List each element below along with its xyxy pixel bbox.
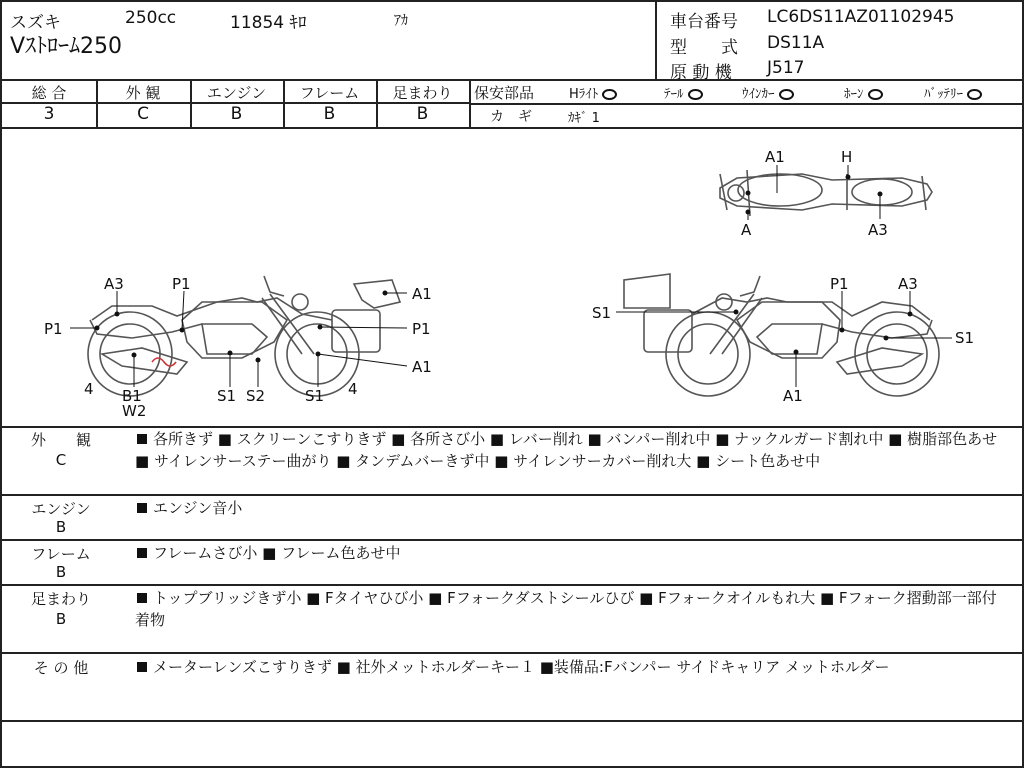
grade-exterior-label: 外 観	[125, 84, 161, 102]
ok-circle-icon	[868, 89, 883, 100]
left-label-a3: A3	[104, 275, 124, 293]
top-label-a3: A3	[868, 221, 888, 239]
cond-suspension-label: 足まわり	[30, 590, 91, 608]
grade-frame-label: フレーム	[299, 84, 360, 102]
right-label-a3: A3	[898, 275, 918, 293]
left-side-motorcycle	[88, 276, 400, 396]
cond-frame-label: フレーム	[31, 545, 91, 563]
damage-points	[95, 175, 913, 363]
key-value: ｶｷﾞ 1	[568, 111, 600, 126]
type-label: 型 式	[670, 38, 738, 58]
right-label-p1: P1	[830, 275, 849, 293]
mileage: 11854 ｷﾛ	[230, 13, 307, 33]
left-label-b1: B1	[122, 387, 142, 405]
displacement: 250cc	[125, 8, 177, 28]
grade-engine-value: B	[230, 104, 243, 124]
leader-lines	[70, 165, 952, 387]
left-label-a1-top: A1	[412, 285, 432, 303]
safety-item-tail: ﾃｰﾙ	[664, 83, 703, 102]
cond-suspension-text: トップブリッジきず小 ■ Fタイヤひび小 ■ Fフォークダストシールひび ■ Fフォークオイルもれ大 ■ Fフォーク摺動部一部付着物	[135, 589, 997, 629]
left-label-p1-right: P1	[412, 320, 431, 338]
right-label-s1-right: S1	[955, 329, 975, 347]
type-value: DS11A	[767, 33, 825, 53]
chassis-label: 車台番号	[670, 12, 738, 32]
grade-frame-value: B	[323, 104, 336, 124]
bullet-square-icon	[137, 548, 147, 558]
cond-other-text: メーターレンズこすりきず ■ 社外メットホルダーキー１ ■装備品:Fバンパー サイドキャリア メットホルダー	[135, 656, 1008, 678]
cond-exterior-label: 外 観	[30, 431, 91, 449]
left-label-s1a: S1	[217, 387, 237, 405]
engine-type-label: 原 動 機	[670, 63, 732, 83]
bullet-square-icon	[137, 434, 147, 444]
grade-overall-label: 総 合	[31, 84, 67, 102]
right-label-s1-left: S1	[592, 304, 612, 322]
cond-engine-grade: B	[55, 518, 67, 536]
cond-frame-text: フレームさび小 ■ フレーム色あせ中	[135, 542, 1008, 564]
cond-frame-grade: B	[55, 563, 67, 581]
grade-suspension-value: B	[416, 104, 429, 124]
top-label-a1: A1	[765, 148, 785, 166]
cond-exterior-text: 各所きず ■ スクリーンこすりきず ■ 各所さび小 ■ レバー削れ ■ バンパー削れ中 ■ ナックルガード割れ中 ■ 樹脂部色あせ ■ サイレンサーステー曲がり ■ タンデムバーきず中 ■ サイレンサーカバー削れ大 ■ シート色あせ中	[135, 430, 998, 470]
chassis-value: LC6DS11AZ01102945	[767, 7, 955, 27]
grade-exterior-value: C	[137, 104, 149, 124]
left-label-p1-side: P1	[44, 320, 63, 338]
right-label-a1: A1	[783, 387, 803, 405]
engine-type-value: J517	[767, 58, 805, 78]
cond-exterior-grade: C	[55, 451, 67, 469]
ok-circle-icon	[967, 89, 982, 100]
cond-engine-label: エンジン	[31, 500, 91, 518]
left-label-s2: S2	[246, 387, 266, 405]
left-label-p1-top: P1	[172, 275, 191, 293]
left-label-w2: W2	[122, 402, 147, 420]
ok-circle-icon	[779, 89, 794, 100]
damage-diagram	[2, 128, 1022, 426]
bullet-square-icon	[137, 662, 147, 672]
ok-circle-icon	[688, 89, 703, 100]
right-side-motorcycle	[624, 274, 939, 396]
cond-engine-text: エンジン音小	[135, 497, 1008, 519]
left-label-4b: 4	[348, 380, 358, 398]
grade-suspension-label: 足まわり	[392, 84, 453, 102]
key-label: カ ギ	[490, 109, 532, 125]
bullet-square-icon	[137, 593, 147, 603]
safety-item-horn: ﾎｰﾝ	[844, 83, 883, 102]
safety-item-winker: ｳｲﾝｶｰ	[742, 83, 794, 102]
cond-other-label: そ の 他	[33, 659, 89, 677]
bullet-square-icon	[137, 503, 147, 513]
ok-circle-icon	[602, 89, 617, 100]
grade-overall-value: 3	[43, 104, 55, 124]
body-color: ｱｶ	[394, 13, 408, 29]
left-label-s1b: S1	[305, 387, 325, 405]
safety-parts-label: 保安部品	[474, 84, 535, 102]
maker: スズキ	[10, 13, 61, 33]
safety-item-headlight: Hﾗｲﾄ	[569, 83, 617, 102]
cond-suspension-grade: B	[55, 610, 67, 628]
model-name: Vｽﾄﾛｰﾑ250	[10, 34, 123, 59]
top-view-motorcycle	[720, 170, 932, 216]
safety-item-battery: ﾊﾞｯﾃﾘｰ	[924, 83, 982, 102]
grade-engine-label: エンジン	[206, 84, 267, 102]
left-label-4a: 4	[84, 380, 94, 398]
left-label-a1-mid: A1	[412, 358, 432, 376]
top-label-a: A	[741, 221, 752, 239]
top-label-h: H	[841, 148, 853, 166]
